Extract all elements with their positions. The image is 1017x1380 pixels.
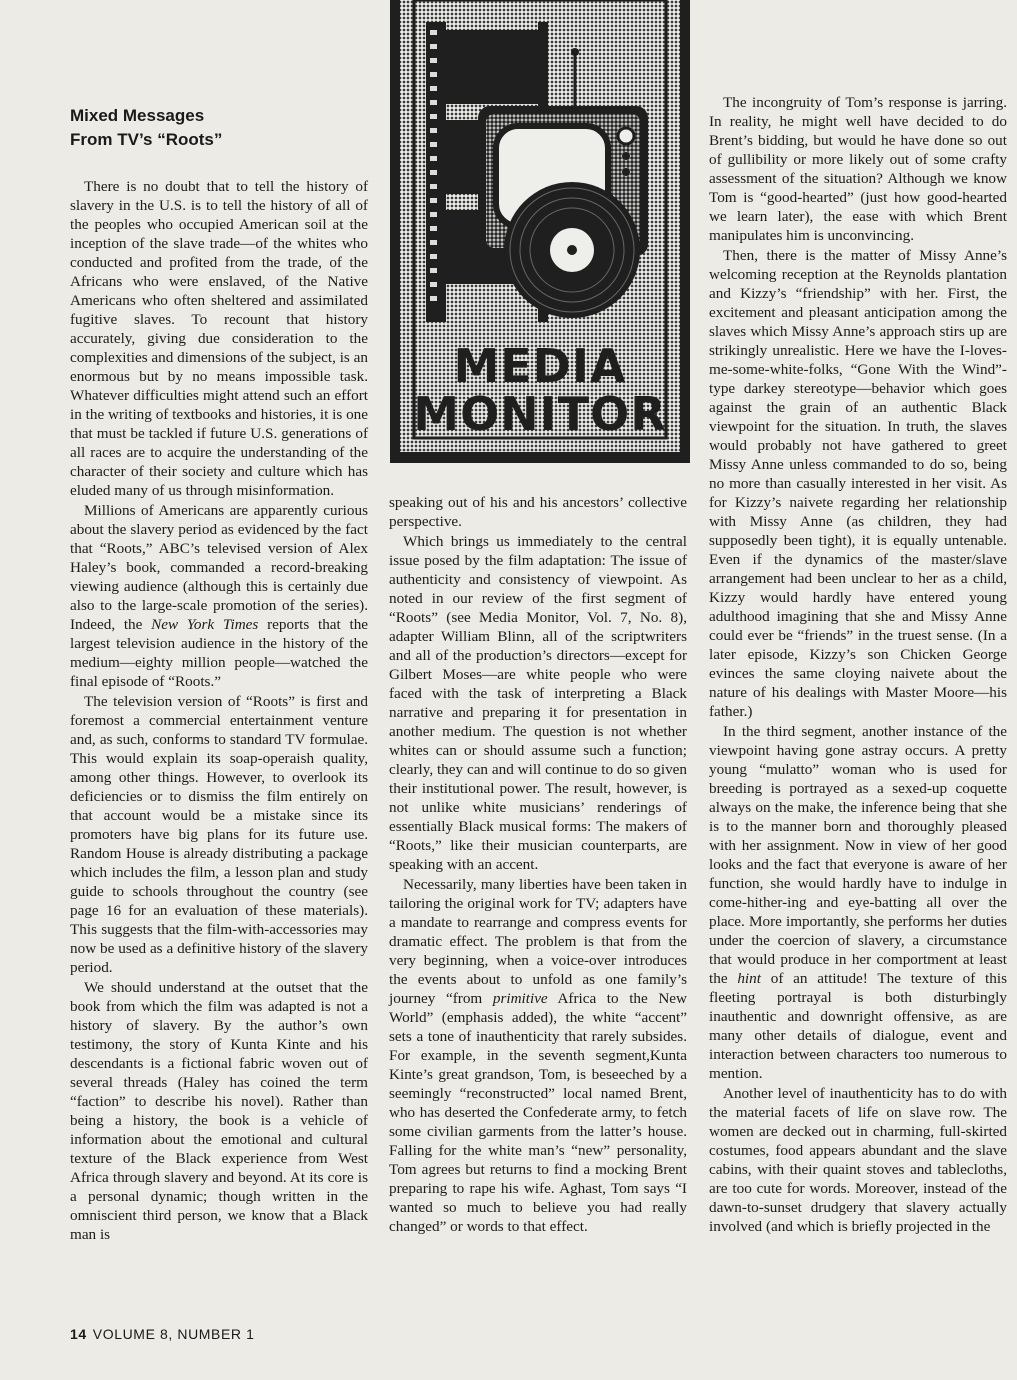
paragraph: In the third segment, another instance of the viewpoint having gone astray occurs. A pretty young “mulatto” woman who is used for breeding is portrayed as a sexed-up coquette always on the make, the inference being that she is to the manner born and thoroughly pleased with her assignment. Now in view of her good looks and the fact that everyone is aware of her function, she would hardly have to indulge in come-hither-ing and eye-batting all over the place. More importantly, she performs her duties under the coercion of slavery, a circumstance that would produce in her comportment at least the hint of an attitude! The texture of this fleeting portrayal is both disturbingly inauthentic and downright offensive, as are many other details of dialogue, event and interaction between characters too numerous to mention. bbox=[709, 723, 1007, 1082]
logo-word-media: MEDIA bbox=[453, 339, 627, 393]
paragraph: Necessarily, many liberties have been taken in tailoring the original work for TV; adapters have a mandate to rearrange and compress events for dramatic effect. The problem is that from the very beginning, when a voice-over introduces the events about to unfold as one family’s journey “from primitive Africa to the New World” (emphasis added), the white “accent” sets a tone of inauthenticity that rarely subsides. For example, in the seventh segment,Kunta Kinte’s great grandson, Tom, is beseeched by a seemingly “reconstructed” local named Brent, who has deserted the Confederate army, to fetch some civilian garments from the latter’s house. Falling for the white man’s “new” personality, Tom agrees but returns to find a mocking Brent preparing to rape his wife. Aghast, Tom says “I wanted so much to believe you had really changed” or words to that effect. bbox=[389, 876, 688, 1235]
paragraph: The incongruity of Tom’s response is jarring. In reality, he might well have decided to do Brent’s bidding, but would he have done so out of gullibility or more likely out of some crafty assessment of the situation? Although we know Tom is “good-hearted” (just how good-hearted we learn later), the ease with which Brent manipulates him is unconvincing. bbox=[709, 94, 1007, 244]
page-footer bbox=[70, 1326, 255, 1342]
text-column-3 bbox=[709, 93, 1007, 1236]
media-monitor-logo bbox=[390, 0, 690, 463]
issue-label: VOLUME 8, NUMBER 1 bbox=[92, 1326, 255, 1342]
paragraph: Then, there is the matter of Missy Anne’s welcoming reception at the Reynolds plantation and Kizzy’s “friendship” with her. First, the excitement and pleasant anticipation among the slaves which Missy Anne’s approach stirs up are strikingly unrealistic. Here we have the I-loves-me-some-white-folks, “Gone With the Wind”-type darkey stereotype—behavior which goes against the grain of an authentic Black viewpoint for the situation. In truth, the slaves would probably not have gathered to greet Missy Anne unless commanded to do so, being no more than casually interested in her visit. As for Kizzy’s naivete regarding her relationship with Missy Anne (as children, they had supposedly been tight), it is equally untenable. Even if the dynamics of the master/slave arrangement had been unclear to her as a child, Kizzy would hardly have entered young adulthood imagining that she and Missy Anne could ever be “friends” in the truest sense. (In a later episode, Kizzy’s son Chicken George evinces the same cloying naivete about the nature of his dealings with Master Moore—his father.) bbox=[709, 247, 1007, 720]
paragraph: There is no doubt that to tell the history of slavery in the U.S. is to tell the history of all of the peoples who occupied American soil at the inception of the slave trade—of the whites who conducted and profited from the trade, of the Africans who were enslaved, of the Native Americans who often sheltered and assimilated fugitive slaves. To recount that history accurately, giving due consideration to the complexities and dimensions of the subject, is an enormous but by no means impossible task. Whatever difficulties might attend such an effort in the writing of textbooks and histories, it is one that must be tackled if future U.S. generations of all races are to acquire the understanding of the character of their society and culture which has eluded many of us through misinformation. bbox=[70, 178, 368, 499]
paragraph: Millions of Americans are apparently curious about the slavery period as evidenced by the fact that “Roots,” ABC’s televised version of Alex Haley’s book, commanded a record-breaking viewing audience (although this is certainly due also to the large-scale promotion of the series). Indeed, the New York Times reports that the largest television audience in the history of the medium—eighty million people—watched the final episode of “Roots.” bbox=[70, 502, 369, 690]
paragraph: speaking out of his and his ancestors’ collective perspective. bbox=[389, 494, 687, 530]
paragraph: Another level of inauthenticity has to do with the material facets of life on slave row. The women are decked out in charming, full-skirted costumes, food appears abundant and the slave cabins, with their quaint stoves and tablecloths, are too cute for words. Moreover, instead of the dawn-to-sunset drudgery that slavery actually involved (and which is briefly projected in the bbox=[709, 1085, 1007, 1235]
page-number: 14 bbox=[70, 1326, 87, 1342]
headline-line-2: From TV’s “Roots” bbox=[70, 130, 223, 149]
italic-emphasis: primitive bbox=[492, 990, 548, 1007]
text-column-1 bbox=[70, 177, 368, 1244]
italic-title: New York Times bbox=[151, 616, 259, 633]
paragraph: We should understand at the outset that the book from which the film was adapted is not a history of slavery. By the author’s own testimony, the story of Kunta Kinte and his descendants is a fictional fabric woven out of several threads (Haley has coined the term “faction” to describe his novel). Rather than being a history, the book is a vehicle of information about the emotional and cultural texture of the Black experience from West Africa through slavery and beyond. At its core is a personal dynamic; though written in the omniscient third person, we know that a Black man is bbox=[70, 979, 368, 1243]
text-column-2 bbox=[389, 493, 687, 1236]
article-headline bbox=[70, 104, 370, 152]
logo-word-monitor: MONITOR bbox=[413, 387, 667, 441]
headline-line-1: Mixed Messages bbox=[70, 106, 205, 125]
italic-emphasis: hint bbox=[737, 970, 761, 987]
paragraph: The television version of “Roots” is first and foremost a commercial entertainment venture and, as such, conforms to standard TV formulae. This would explain its soap-operaish quality, among other things. However, to overlook its deficiencies or to dismiss the film entirely on that account would be a mistake since its promoters have big plans for its future use. Random House is already distributing a package which includes the film, a lesson plan and study guide to schools throughout the country (see page 16 for an evaluation of these materials). This suggests that the film-with-accessories may now be used as a definitive history of the slavery period. bbox=[70, 693, 368, 976]
paragraph: Which brings us immediately to the central issue posed by the film adaptation: The issue of authenticity and consistency of viewpoint. As noted in our review of the first segment of “Roots” (see Media Monitor, Vol. 7, No. 8), adapter William Blinn, all of the scriptwriters and all of the production’s directors—except for Gilbert Moses—are white people who were faced with the task of interpreting a Black narrative and preparing it for presentation in another medium. The question is not whether whites can or should assume such a function; clearly, they can and will continue to do so given their institutional power. The result, however, is not unlike white musicians’ renderings of essentially Black musical forms: The makers of “Roots,” like their musician counterparts, are speaking with an accent. bbox=[389, 533, 687, 873]
